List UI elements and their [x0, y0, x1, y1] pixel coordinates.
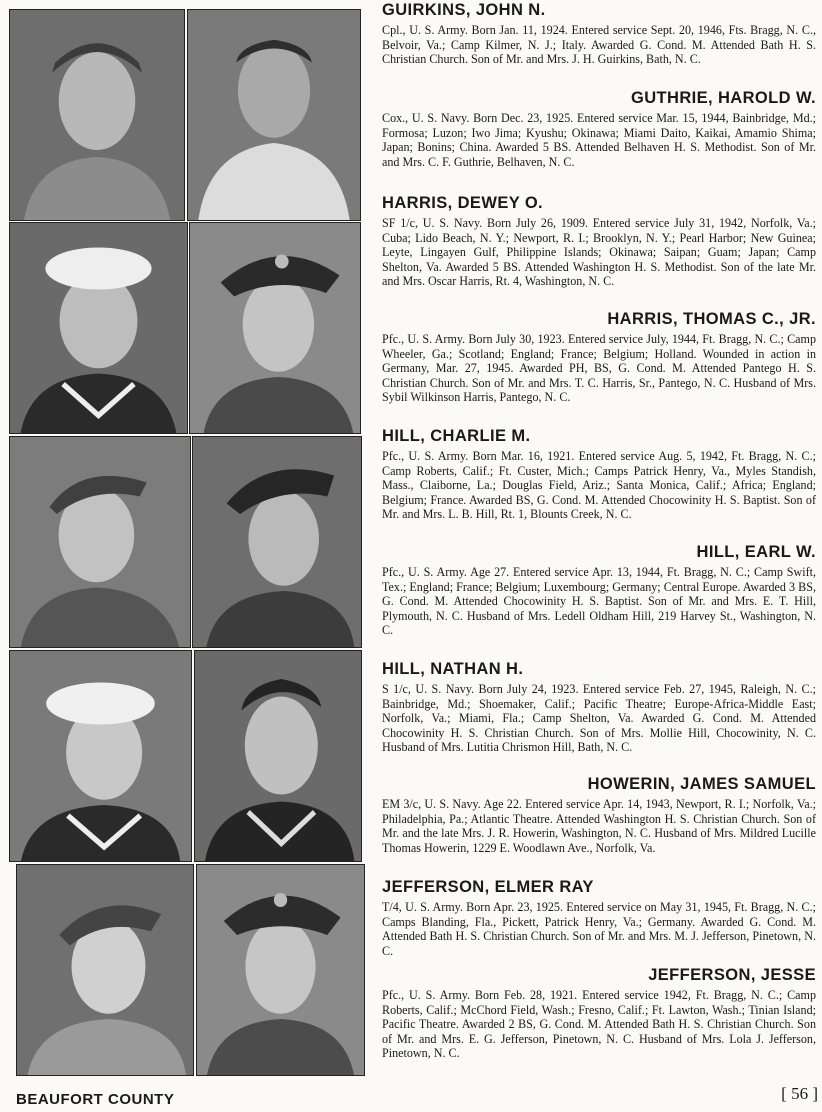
entry-bio: Pfc., U. S. Army. Born July 30, 1923. Entered service July, 1944, Ft. Bragg, N. C.; Camp Wheeler, Ga.; Scotland; England; France; Belgium; Holland. Wounded in action in Germany, Mar. 27, 1945. Awarded PH, BS, G. Cond. M. Attended Pantego H. S. Christian Church. Son of Mr. and Mrs. T. C. Harris, Sr., Pantego, N. C. Husband of Mrs. Sybil Wilkinson Harris, Pantego, N. C. — [382, 332, 816, 405]
portrait-hill-nathan — [9, 650, 192, 862]
entry-howerin-james — [382, 774, 816, 855]
entry-name: HILL, EARL W. — [696, 543, 816, 561]
entry-bio: SF 1/c, U. S. Navy. Born July 26, 1909. Entered service July 31, 1942, Norfolk, Va.; Cuba; Lido Beach, N. Y.; Newport, R. I.; Brooklyn, N. Y.; Pearl Harbor; New Guinea; Leyte, Lingayen Gulf, Philippine Islands; Okinawa; Saipan; Guam; Japan; Camp Shelton, Va. Awarded 5 BS. Attended Washington H. S. Methodist. Son of the late Mr. and Mrs. Oscar Harris, Rt. 4, Washington, N. C. — [382, 216, 816, 289]
entry-bio: T/4, U. S. Army. Born Apr. 23, 1925. Entered service on May 31, 1945, Ft. Bragg, N. C.; Camps Blanding, Fla., Pickett, Patrick Henry, Va.; Germany. Awarded G. Cond. M. Attended Bath H. S. Christian Church. Son of Mr. and Mrs. M. J. Jefferson, Pinetown, N. C. — [382, 900, 816, 958]
entry-bio: Pfc., U. S. Army. Age 27. Entered service Apr. 13, 1944, Ft. Bragg, N. C.; Camp Swift, Tex.; England; France; Belgium; Luxembourg; Germany; Central Europe. Awarded 3 BS, G. Cond. M. Attended Chocowinity H. S. Baptist. Son of Mr. and Mrs. E. T. Hill, Plymouth, N. C. Husband of Mrs. Ledell Oldham Hill, 219 Harvey St., Washington, N. C. — [382, 565, 816, 638]
page-number: [ 56 ] — [781, 1084, 818, 1103]
entry-hill-charlie — [382, 426, 816, 522]
portrait-guirkins-john — [9, 9, 185, 221]
entry-bio: Cpl., U. S. Army. Born Jan. 11, 1924. Entered service Sept. 20, 1946, Fts. Bragg, N. C., Belvoir, Va.; Camp Kilmer, N. J.; Italy. Awarded G. Cond. M. Attended Bath H. S. Christian Church. Son of Mr. and Mrs. J. H. Guirkins, Bath, N. C. — [382, 23, 816, 67]
portrait-jefferson-elmer — [16, 864, 194, 1076]
entry-name: GUIRKINS, JOHN N. — [382, 1, 546, 19]
entry-jefferson-jesse — [382, 965, 816, 1061]
entry-bio: EM 3/c, U. S. Navy. Age 22. Entered service Apr. 14, 1943, Newport, R. I.; Norfolk, Va.; Philadelphia, Pa.; Atlantic Theatre. Attended Washington H. S. Christian Church. Son of Mr. and the late Mrs. J. R. Howerin, Washington, N. C. Husband of Mrs. Mildred Lucille Thomas Howerin, 1229 E. Woodlawn Ave., Norfolk, Va. — [382, 797, 816, 855]
entry-bio: S 1/c, U. S. Navy. Born July 24, 1923. Entered service Feb. 27, 1945, Raleigh, N. C.; Bainbridge, Md.; Shoemaker, Calif.; Pacific Theatre; Europe-Africa-Middle East; Norfolk, Va.; Miami, Fla.; Camp Shelton, Va. Awarded G. Cond. M. Attended Chocowinity H. S. Christian Church. Son of Mrs. Mollie Hill, Chocowinity, N. C. Husband of Mrs. Lutitia Chrismon Hill, Bath, N. C. — [382, 682, 816, 755]
portrait-howerin-james — [194, 650, 362, 862]
entry-harris-dewey — [382, 193, 816, 289]
portrait-harris-thomas — [189, 222, 361, 434]
entry-bio: Pfc., U. S. Army. Born Mar. 16, 1921. Entered service Aug. 5, 1942, Ft. Bragg, N. C.; Camp Roberts, Calif.; Ft. Custer, Mich.; Camps Patrick Henry, Va., Myles Standish, Mass., Claiborne, La.; Douglas Field, Ariz.; Santa Monica, Calif.; Africa; England; Belgium; France. Awarded BS, G. Cond. M. Attended Chocowinity H. S. Baptist. Son of Mr. and Mrs. L. B. Hill, Rt. 1, Blounts Creek, N. C. — [382, 449, 816, 522]
entry-name: JEFFERSON, ELMER RAY — [382, 878, 594, 896]
entry-bio: Cox., U. S. Navy. Born Dec. 23, 1925. Entered service Mar. 15, 1944, Bainbridge, Md.; Formosa; Luzon; Iwo Jima; Kyushu; Okinawa; Miami Daito, Kaikai, Amamio Shima; Japan; Bonins; China. Awarded 5 BS. Attended Belhaven H. S. Methodist. Son of Mr. and Mrs. C. F. Guthrie, Belhaven, N. C. — [382, 111, 816, 169]
entry-guthrie-harold — [382, 88, 816, 169]
entry-jefferson-elmer — [382, 877, 816, 958]
entry-name: HOWERIN, JAMES SAMUEL — [587, 775, 816, 793]
entry-name: JEFFERSON, JESSE — [648, 966, 816, 984]
entry-guirkins-john — [382, 0, 816, 67]
county-footer: BEAUFORT COUNTY — [16, 1091, 175, 1108]
entry-name: HILL, CHARLIE M. — [382, 427, 531, 445]
entry-hill-nathan — [382, 659, 816, 755]
entry-hill-earl — [382, 542, 816, 638]
entry-name: GUTHRIE, HAROLD W. — [630, 89, 816, 107]
portrait-grid — [0, 0, 370, 1080]
entry-name: HARRIS, THOMAS C., JR. — [607, 310, 816, 328]
entry-name: HILL, NATHAN H. — [382, 660, 524, 678]
portrait-guthrie-harold — [187, 9, 361, 221]
entry-harris-thomas — [382, 309, 816, 405]
portrait-hill-earl — [192, 436, 362, 648]
portrait-harris-dewey — [9, 222, 188, 434]
portrait-hill-charlie — [9, 436, 191, 648]
portrait-jefferson-jesse — [196, 864, 365, 1076]
entry-bio: Pfc., U. S. Army. Born Feb. 28, 1921. Entered service 1942, Ft. Bragg, N. C.; Camp Roberts, Calif.; McChord Field, Wash.; Fresno, Calif.; Ft. Lawton, Wash.; Tinian Island; Pacific Theatre. Awarded 2 BS, G. Cond. M. Attended Bath H. S. Christian Church. Son of Mr. and Mrs. E. G. Jefferson, Pinetown, N. C. Husband of Mrs. Lola J. Jefferson, Pinetown, N. C. — [382, 988, 816, 1061]
entry-name: HARRIS, DEWEY O. — [382, 194, 544, 212]
